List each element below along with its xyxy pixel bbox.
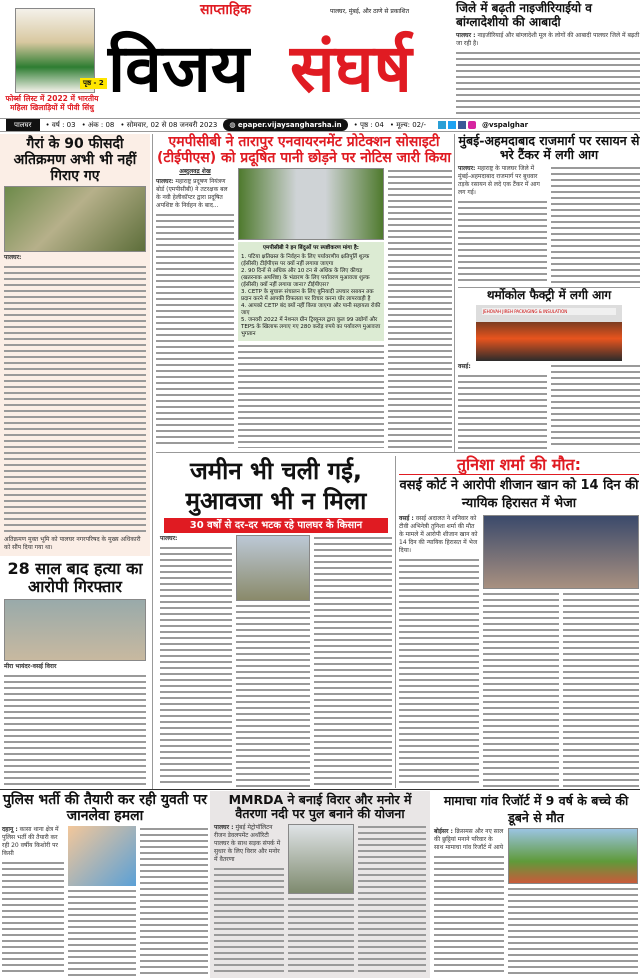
body-text [4, 264, 146, 534]
city: पालघर [6, 119, 40, 131]
land-subhead: 30 वर्षों से दर-दर भटक रहे पालघर के किसान [164, 518, 388, 533]
body-text [156, 212, 234, 448]
tunisha-kicker[interactable]: तुनिशा शर्मा की मौत: [399, 456, 639, 475]
attack-illustration [68, 826, 136, 886]
page-tag[interactable]: पृष्ठ - 2 [80, 78, 107, 89]
body-text [238, 343, 384, 448]
bulldozer-photo [4, 186, 146, 252]
issue: • अंक : 08 [81, 121, 115, 129]
dateline: पालघर : [456, 31, 476, 39]
year: • वर्ष : 03 [45, 121, 76, 129]
mpcb-headline[interactable]: एमपीसीबी ने तारापुर एनवायरनमेंट प्रोटेक्शन सोसाइटी (टीईपीएस) को प्रदूषित पानी छोड़ने पर नोटिस जारी किया [157, 134, 451, 167]
mpcb-story [156, 134, 452, 448]
snippet: अतिक्रमण मुक्त भूमि को पालघर नगरपरिषद के मुख्य अधिकारी को सौंप दिया गया था। [4, 536, 141, 551]
dateline: बोईसर : [434, 828, 453, 835]
body-text [140, 826, 208, 976]
handle: @vspalghar [482, 121, 529, 129]
snippet: वसई अदालत ने शनिवार को टीवी अभिनेत्री तुनिशा शर्मा की मौत के मामले में आरोपी शीजान खान को 14 दिन की न्यायिक हिरासत में भेज दिया। [399, 515, 478, 555]
box-point: 3. CETP के सुचारू संचालन के लिए बुनियादी उपचार रसायन तक प्रदान करने में आपकी विफलता पर विचार करना घोर लापरवाही है [241, 289, 374, 303]
body-text [4, 673, 146, 787]
telegram-icon[interactable] [438, 121, 446, 129]
land-story [160, 456, 392, 787]
tagline: पालघर, मुंबई, और ठाणे से प्रकाशित [330, 8, 409, 15]
mmrda-panel [210, 791, 430, 978]
dateline: पालघर : [214, 823, 234, 831]
date: • सोमवार, 02 से 08 जनवरी 2023 [120, 121, 218, 129]
tunisha-headline[interactable]: वसई कोर्ट ने आरोपी शीजान खान को 14 दिन की न्यायिक हिरासत में भेजा [399, 478, 639, 512]
box-title: एमपीसीबी ने इन बिंदुओं पर स्पष्टीकरण मांगा है: [263, 245, 359, 252]
snippet: मुंबई मेट्रोपॉलिटन रीजन डेवलपमेंट अथॉरिटी पालघर के साथ सड़क संपर्क में सुधार के लिए विरार और मनोर में वैतरणा [214, 823, 281, 863]
body-text [434, 854, 504, 976]
body-text [358, 824, 426, 974]
body-text [388, 168, 452, 448]
body-text [2, 860, 64, 976]
dateline: पालघर: [156, 178, 174, 186]
murder-story [0, 560, 150, 787]
thermocol-dateline: वसई: [458, 362, 471, 370]
social-icons[interactable] [438, 121, 476, 129]
body-text [563, 591, 639, 787]
police-headline[interactable]: पुलिस भर्ती की तैयारी कर रही युवती पर जानलेवा हमला [2, 792, 207, 825]
box-point: 4. आपको CETP बंद क्यों नहीं किया जाएगा और पानी सहायता रोकी जाए [241, 303, 381, 317]
snippet: महाराष्ट्र प्रदूषण नियंत्रण बोर्ड (एमपीसीबी) ने तटरक्षक बल के नवी हेलीकॉप्टर द्वारा प्रदूषित अपशिष्ट के निर्वहन के बाद... [156, 178, 228, 210]
instagram-icon[interactable] [468, 121, 476, 129]
body-text [214, 866, 284, 974]
box-point: 5. जनवरी 2022 में नेशनल ग्रीन ट्रिब्यूनल द्वारा कुल 99 उद्योगों और TEPS के खिलाफ लगाए गए 280 करोड़ रुपये का पर्यावरण मुआवजा भुगतान [241, 317, 381, 338]
thermocol-story [458, 287, 640, 449]
headline[interactable]: गैरां के 90 फीसदी अतिक्रमण अभी भी नहीं गिराए गए [13, 136, 137, 185]
resort-story [434, 792, 638, 976]
pages: • पृष्ठ : 04 [353, 121, 384, 129]
dateline: वसई : [399, 515, 414, 523]
body-text [68, 888, 136, 976]
resort-photo [508, 828, 638, 884]
body-text [160, 545, 232, 787]
bridge-photo [288, 824, 354, 894]
snippet: नाइजीरियाई और बांग्लादेशी मूल के लोगों की आबादी पालघर जिले में बढ़ती जा रही है। [456, 31, 640, 47]
pretitle: साप्ताहिक [200, 2, 251, 18]
land-dateline: पालघर: [160, 535, 178, 542]
body-text [458, 373, 547, 449]
facebook-icon[interactable] [458, 121, 466, 129]
body-text [508, 886, 638, 976]
resort-headline[interactable]: मामाचा गांव रिजॉर्ट में 9 वर्ष के बच्चे की डूबने से मौत [443, 793, 629, 825]
promo-caption[interactable]: फोर्ब्स लिस्ट में 2022 में भारतीय महिला खिलाड़ियों में पीवी सिंधु [5, 94, 99, 112]
body-text [458, 199, 547, 284]
body-text [551, 363, 640, 449]
murder-headline[interactable]: 28 साल बाद हत्या का आरोपी गिरफ्तार [7, 559, 143, 597]
dateline-bar [0, 118, 640, 132]
body-text [456, 50, 640, 116]
right-story-body [456, 32, 640, 48]
price: • मूल्य: 02/- [389, 121, 427, 129]
box-point: 2. 90 दिनों से अधिक और 10 टन से अधिक के लिए कीचड़ (खतरनाक अपशिष्ट) के भंडारण के लिए पर्यावरण मुआवजा शुल्क (ईसीसी) क्यों नहीं लगाया जाना? टीईपीएस? [241, 268, 370, 289]
body-text [288, 896, 354, 974]
factory-sign: JEHOVAH JIREH PACKAGING & INSULATION [482, 308, 616, 315]
murder-dateline: मीरा भायंदर-वसई विरार [4, 662, 57, 670]
masthead [0, 0, 640, 118]
tanker-story [458, 134, 640, 284]
body-text [551, 165, 640, 284]
tanker-headline[interactable]: मुंबई-अहमदाबाद राजमार्ग पर रसायन से भरे टैंकर में लगी आग [458, 133, 640, 163]
snippet: कासा थाना क्षेत्र में पुलिस भर्ती की तैयारी कर रही 20 वर्षीय किशोरी पर किसी [2, 826, 59, 858]
body-text [314, 535, 392, 787]
title-sangharsh: संघर्ष [290, 29, 412, 107]
court-photo [483, 515, 639, 589]
tunisha-story [399, 456, 639, 787]
body-text [483, 591, 559, 787]
land-headline[interactable]: जमीन भी चली गई, मुआवजा भी न मिला [185, 457, 367, 515]
land-photo [236, 535, 310, 601]
dateline: पालघर: [458, 164, 476, 172]
body-text [399, 557, 479, 787]
body-text [236, 603, 310, 787]
title-vijay: विजय [108, 29, 250, 107]
globe-icon: ◍ [229, 121, 238, 129]
snippet: क्रिसमस और नए साल की छुट्टियां मनाने परिवार के साथ मामाचा गांव रिजॉर्ट में आये [434, 828, 504, 851]
factory-fire-photo [476, 305, 622, 361]
mmrda-headline[interactable]: MMRDA ने बनाई विरार और मनोर में वैतरणा नदी पर पुल बनाने की योजना [228, 792, 412, 822]
snippet: महाराष्ट्र के पालघर जिले में मुंबई-अहमदाबाद राजमार्ग पर बुधवार तड़के रसायन से लदे एक टैंकर में आग लग गई। [458, 164, 540, 196]
byline: अब्दुलवद्र शेख [179, 168, 211, 176]
right-story-headline[interactable]: जिले में बढ़ती नाइजीरियाईयो व बांग्लादेशीयो की आबादी [456, 1, 592, 29]
website[interactable]: ◍ epaper.vijaysangharsha.in [223, 119, 347, 131]
arrest-photo [4, 599, 146, 661]
encroachment-story [0, 134, 150, 556]
twitter-icon[interactable] [448, 121, 456, 129]
police-story [2, 792, 208, 976]
polluted-water-photo [238, 168, 384, 240]
mpcb-points-box [238, 242, 384, 341]
thermocol-headline[interactable]: थर्मोकोल फैक्ट्री में लगी आग [486, 288, 612, 302]
dateline: दहानू : [2, 826, 18, 834]
box-point: 1. पटिया क्षतिग्रस्त के निर्वहन के लिए पर्यावरणीय क्षतिपूर्ति शुल्क (ईसीसी) टीईपीएस पर क्यों नहीं लगाया जाएगा [241, 254, 370, 268]
dateline: पालघर: [4, 254, 22, 262]
